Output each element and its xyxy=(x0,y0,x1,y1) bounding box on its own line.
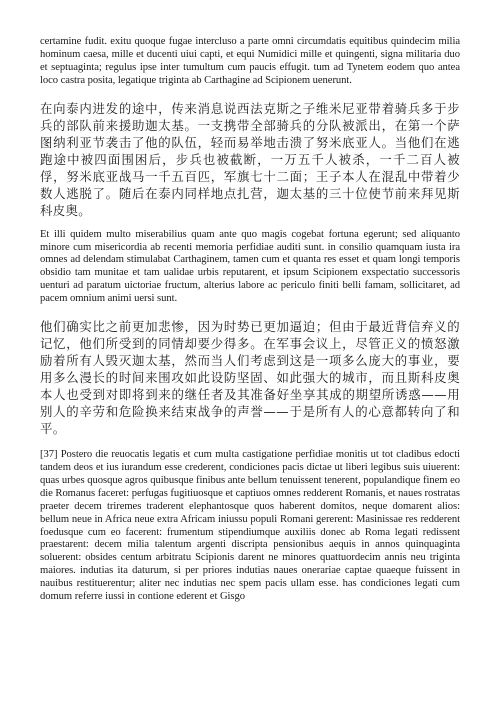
chinese-translation-paragraph: 在向泰内进发的途中，传来消息说西法克斯之子维米尼亚带着骑兵多于步兵的部队前来援助迦太基。一支携带全部骑兵的分队被派出，在第一个萨图纳利亚节袭击了他的队伍，轻而易举地击溃了努米底亚人。当他们在逃跑途中被四面围困后，步兵也被截断，一万五千人被杀，一千二百人被俘，努米底亚战马一千五百匹，军旗七十二面；王子本人在混乱中带着少数人逃脱了。随后在泰内同样地点扎营，迦太基的三十位使节前来拜见斯科皮奥。 xyxy=(40,100,460,218)
document-page xyxy=(40,36,460,604)
chinese-translation-paragraph: 他们确实比之前更加悲惨，因为时势已更加逼迫；但由于最近背信弃义的记忆，他们所受到的同情却要少得多。在军事会议上，尽管正义的愤怒激励着所有人毁灭迦太基，然而当人们考虑到这是一项多么庞大的事业，要用多么漫长的时间来围攻如此设防坚固、如此强大的城市，而且斯科皮奥本人也受到对即将到来的继任者及其准备好坐享其成的期望所诱惑——用别人的辛劳和危险换来结束战争的声誉——于是所有人的心意都转向了和平。 xyxy=(40,319,460,437)
latin-paragraph: [37] Postero die reuocatis legatis et cum multa castigatione perfidiae monitis ut tot cladibus edocti tandem deos et ius iurandum esse crederent, condiciones pacis dictae ut liberi legibus suis uiuerent: quas urbes quosque agros quibusque finibus ante bellum tenuissent tenerent, populandique finem eo die Romanus faceret: perfugas fugitiuosque et captiuos omnes redderent Romanis, et naues rostratas praeter decem triremes traderent elephantosque quos haberent domitos, neque domarent alios: bellum neue in Africa neue extra Africam iniussu populi Romani gererent: Masinissae res redderent foedusque cum eo facerent: frumentum stipendiumque auxiliis donec ab Roma legati redissent praestarent: decem milia talentum argenti discripta pensionibus aequis in annos quinquaginta soluerent: obsides centum arbitratu Scipionis darent ne minores quattuordecim annis neu triginta maiores. indutias ita daturum, si per priores indutias naues onerariae captae quaeque fuissent in nauibus restituerentur; aliter nec indutias nec spem pacis ullam esse. has condiciones legati cum domum referre iussi in contione ederent et Gisgo xyxy=(40,449,460,603)
latin-paragraph: certamine fudit. exitu quoque fugae intercluso a parte omni circumdatis equitibus quindecim milia hominum caesa, mille et ducenti uiui capti, et equi Numidici mille et quingenti, signa militaria duo et septuaginta; regulus ipse inter tumultum cum paucis effugit. tum ad Tynetem eodem quo antea loco castra posita, legatique triginta ab Carthagine ad Scipionem uenerunt. xyxy=(40,36,460,86)
latin-paragraph: Et illi quidem multo miserabilius quam ante quo magis cogebat fortuna egerunt; sed aliquanto minore cum misericordia ab recenti memoria perfidiae auditi sunt. in consilio quamquam iusta ira omnes ad delendam stimulabat Carthaginem, tamen cum et quanta res esset et quam longi temporis obsidio tam munitae et tam ualidae urbis reputarent, et ipsum Scipionem exspectatio successoris uenturi ad paratum uictoriae fructum, alterius labore ac periculo finiti belli famam, sollicitaret, ad pacem omnium animi uersi sunt. xyxy=(40,228,460,305)
